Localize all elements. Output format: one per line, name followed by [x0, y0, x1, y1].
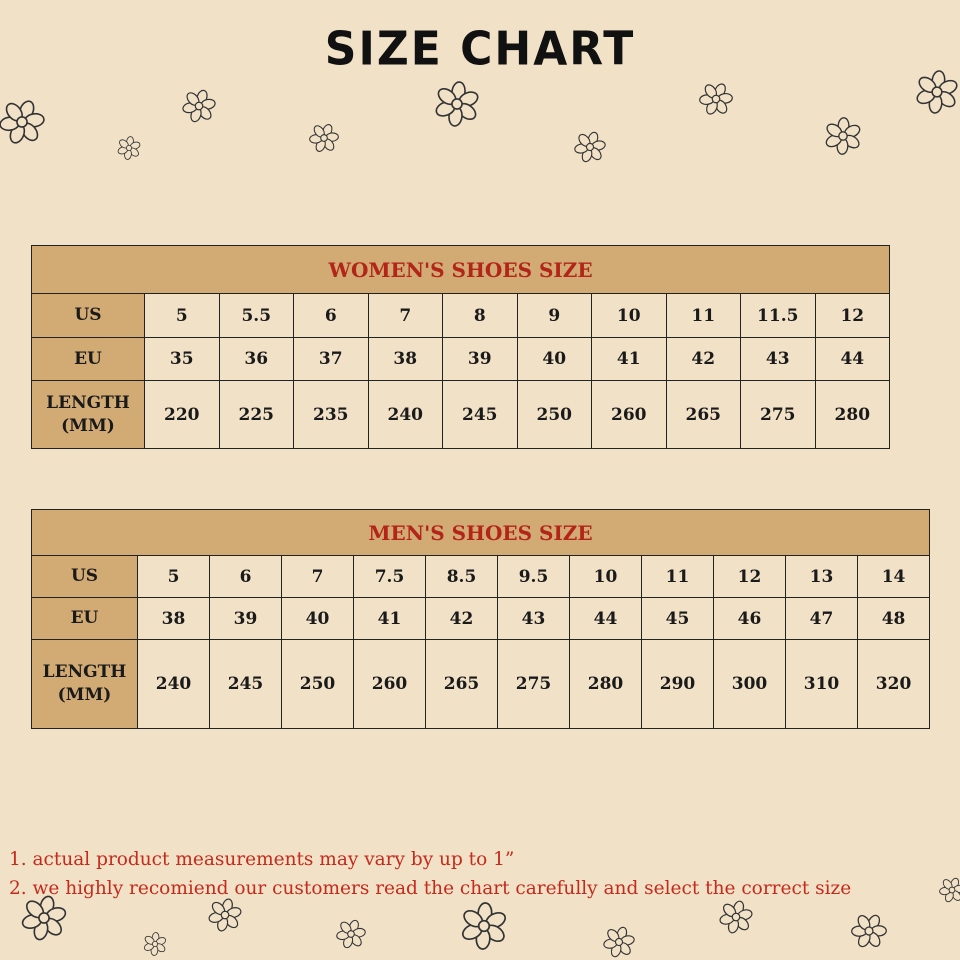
table-row	[32, 381, 890, 449]
table-cell: 44	[570, 598, 642, 640]
table-cell: 10	[570, 556, 642, 598]
table-cell: 39	[443, 338, 518, 381]
table-cell: 265	[426, 640, 498, 729]
table-cell: 260	[354, 640, 426, 729]
table-cell: 8	[443, 294, 518, 338]
table-cell: 43	[741, 338, 816, 381]
table-cell: 48	[858, 598, 930, 640]
flower-icon	[143, 932, 167, 956]
table-cell: 250	[282, 640, 354, 729]
table-cell: 35	[145, 338, 220, 381]
table-cell: 250	[517, 381, 592, 449]
table-cell: 5.5	[219, 294, 294, 338]
men-size-table	[31, 509, 930, 729]
table-cell: 44	[815, 338, 890, 381]
table-cell: 41	[592, 338, 667, 381]
flower-icon	[117, 136, 141, 160]
table-cell: 235	[294, 381, 369, 449]
table-cell: 40	[517, 338, 592, 381]
table-cell: 46	[714, 598, 786, 640]
table-cell: 40	[282, 598, 354, 640]
table-cell: 240	[368, 381, 443, 449]
table-cell: 7	[368, 294, 443, 338]
table-row	[32, 338, 890, 381]
table-row	[32, 598, 930, 640]
flower-icon	[915, 70, 959, 114]
table-cell: 280	[815, 381, 890, 449]
flower-icon	[309, 123, 339, 153]
table-cell: 245	[210, 640, 282, 729]
row-label-eu: EU	[32, 338, 145, 381]
table-row	[32, 294, 890, 338]
table-cell: 7.5	[354, 556, 426, 598]
table-cell: 225	[219, 381, 294, 449]
row-label-us: US	[32, 294, 145, 338]
flower-icon	[851, 913, 887, 949]
table-cell: 7	[282, 556, 354, 598]
row-label-length	[32, 381, 145, 449]
table-cell: 240	[138, 640, 210, 729]
table-cell: 13	[786, 556, 858, 598]
note-line: 2. we highly recomiend our customers read the chart carefully and select the correct size	[9, 878, 852, 899]
table-cell: 45	[642, 598, 714, 640]
table-cell: 42	[666, 338, 741, 381]
table-cell: 5	[138, 556, 210, 598]
table-cell: 275	[741, 381, 816, 449]
table-cell: 300	[714, 640, 786, 729]
table-cell: 265	[666, 381, 741, 449]
table-cell: 38	[138, 598, 210, 640]
table-row	[32, 640, 930, 729]
table-cell: 280	[570, 640, 642, 729]
row-label-eu: EU	[32, 598, 138, 640]
women-size-table	[31, 245, 890, 449]
table-row	[32, 556, 930, 598]
flower-icon	[434, 81, 480, 127]
row-label-line: (MM)	[57, 685, 112, 705]
table-cell: 11	[666, 294, 741, 338]
row-label-us: US	[32, 556, 138, 598]
flower-icon	[699, 82, 733, 116]
table-cell: 12	[714, 556, 786, 598]
table-cell: 6	[210, 556, 282, 598]
table-cell: 6	[294, 294, 369, 338]
table-cell: 38	[368, 338, 443, 381]
table-cell: 9	[517, 294, 592, 338]
flower-icon	[0, 99, 45, 145]
page-title: SIZE CHART	[324, 22, 636, 77]
table-cell: 11	[642, 556, 714, 598]
table-cell: 5	[145, 294, 220, 338]
table-cell: 11.5	[741, 294, 816, 338]
row-label-line: LENGTH	[42, 662, 127, 682]
table-cell: 36	[219, 338, 294, 381]
flower-icon	[574, 131, 606, 163]
table-cell: 8.5	[426, 556, 498, 598]
table-cell: 14	[858, 556, 930, 598]
flower-icon	[182, 89, 216, 123]
row-label-length	[32, 640, 138, 729]
flower-icon	[208, 898, 242, 932]
notes	[9, 845, 959, 903]
table-cell: 310	[786, 640, 858, 729]
table-cell: 10	[592, 294, 667, 338]
flower-icon	[460, 902, 508, 950]
table-cell: 37	[294, 338, 369, 381]
table-cell: 12	[815, 294, 890, 338]
table-cell: 9.5	[498, 556, 570, 598]
row-label-line: LENGTH	[46, 392, 130, 413]
table-cell: 39	[210, 598, 282, 640]
flower-icon	[824, 117, 862, 155]
note-line: 1. actual product measurements may vary by up to 1”	[9, 849, 515, 870]
table-cell: 47	[786, 598, 858, 640]
row-label-line: (MM)	[61, 415, 115, 436]
table-cell: 275	[498, 640, 570, 729]
table-cell: 41	[354, 598, 426, 640]
women-table-heading: WOMEN'S SHOES SIZE	[32, 246, 890, 294]
table-cell: 245	[443, 381, 518, 449]
table-cell: 220	[145, 381, 220, 449]
table-cell: 260	[592, 381, 667, 449]
table-cell: 42	[426, 598, 498, 640]
table-cell: 320	[858, 640, 930, 729]
men-table-heading: MEN'S SHOES SIZE	[32, 510, 930, 556]
table-cell: 43	[498, 598, 570, 640]
flower-icon	[719, 900, 753, 934]
table-cell: 290	[642, 640, 714, 729]
flower-icon	[336, 919, 366, 949]
flower-icon	[603, 926, 635, 958]
